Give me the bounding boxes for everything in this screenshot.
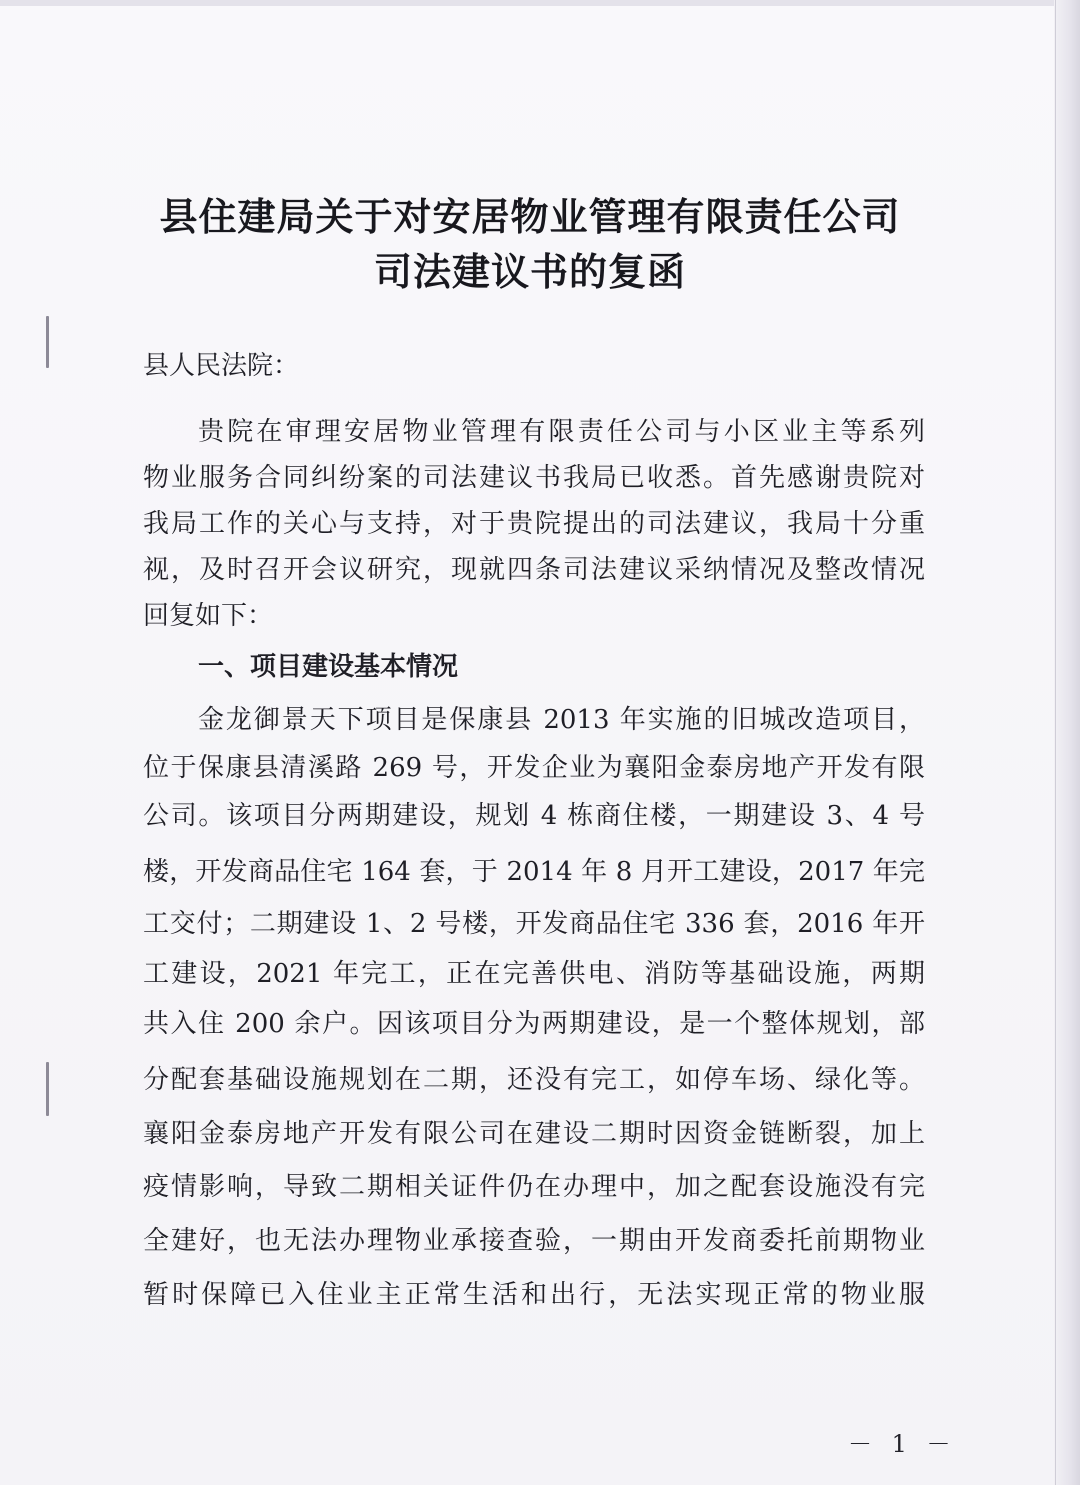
paragraph-1-line: 回复如下： [143,601,274,631]
paragraph-2-line: 公司。该项目分两期建设，规划 4 栋商住楼，一期建设 3、4 号 [143,801,925,831]
document-title-line-1: 县住建局关于对安居物业管理有限责任公司 [159,195,901,239]
document-title-line-2: 司法建议书的复函 [373,250,686,294]
paragraph-1-line: 视，及时召开会议研究，现就四条司法建议采纳情况及整改情况 [143,555,925,585]
paragraph-2-line: 楼，开发商品住宅 164 套，于 2014 年 8 月开工建设，2017 年完 [143,857,925,887]
scan-top-edge [0,0,1080,6]
paragraph-2-line: 疫情影响，导致二期相关证件仍在办理中，加之配套设施没有完 [143,1172,925,1202]
salutation: 县人民法院： [143,351,300,381]
paragraph-2-line: 分配套基础设施规划在二期，还没有完工，如停车场、绿化等。 [143,1065,925,1095]
section-1-heading: 一、项目建设基本情况 [198,652,459,682]
paragraph-2-line: 金龙御景天下项目是保康县 2013 年实施的旧城改造项目， [198,705,925,735]
paragraph-2-line: 位于保康县清溪路 269 号，开发企业为襄阳金泰房地产开发有限 [143,753,925,783]
paragraph-1-line: 物业服务合同纠纷案的司法建议书我局已收悉。首先感谢贵院对 [143,463,925,493]
paragraph-2-line: 工交付；二期建设 1、2 号楼，开发商品住宅 336 套，2016 年开 [143,909,925,939]
paragraph-2-line: 暂时保障已入住业主正常生活和出行，无法实现正常的物业服 [143,1280,925,1310]
page-number: － 1 － [848,1430,957,1458]
paragraph-2-line: 襄阳金泰房地产开发有限公司在建设二期时因资金链断裂，加上 [143,1119,925,1149]
paragraph-2-line: 工建设，2021 年完工，正在完善供电、消防等基础设施，两期 [143,959,925,989]
paragraph-1-line: 我局工作的关心与支持，对于贵院提出的司法建议，我局十分重 [143,509,925,539]
paragraph-2-line: 共入住 200 余户。因该项目分为两期建设，是一个整体规划，部 [143,1009,925,1039]
binding-mark-upper [46,316,49,368]
paragraph-1-line: 贵院在审理安居物业管理有限责任公司与小区业主等系列 [198,417,925,447]
paragraph-2-line: 全建好，也无法办理物业承接查验，一期由开发商委托前期物业 [143,1226,925,1256]
binding-mark-lower [46,1062,49,1116]
